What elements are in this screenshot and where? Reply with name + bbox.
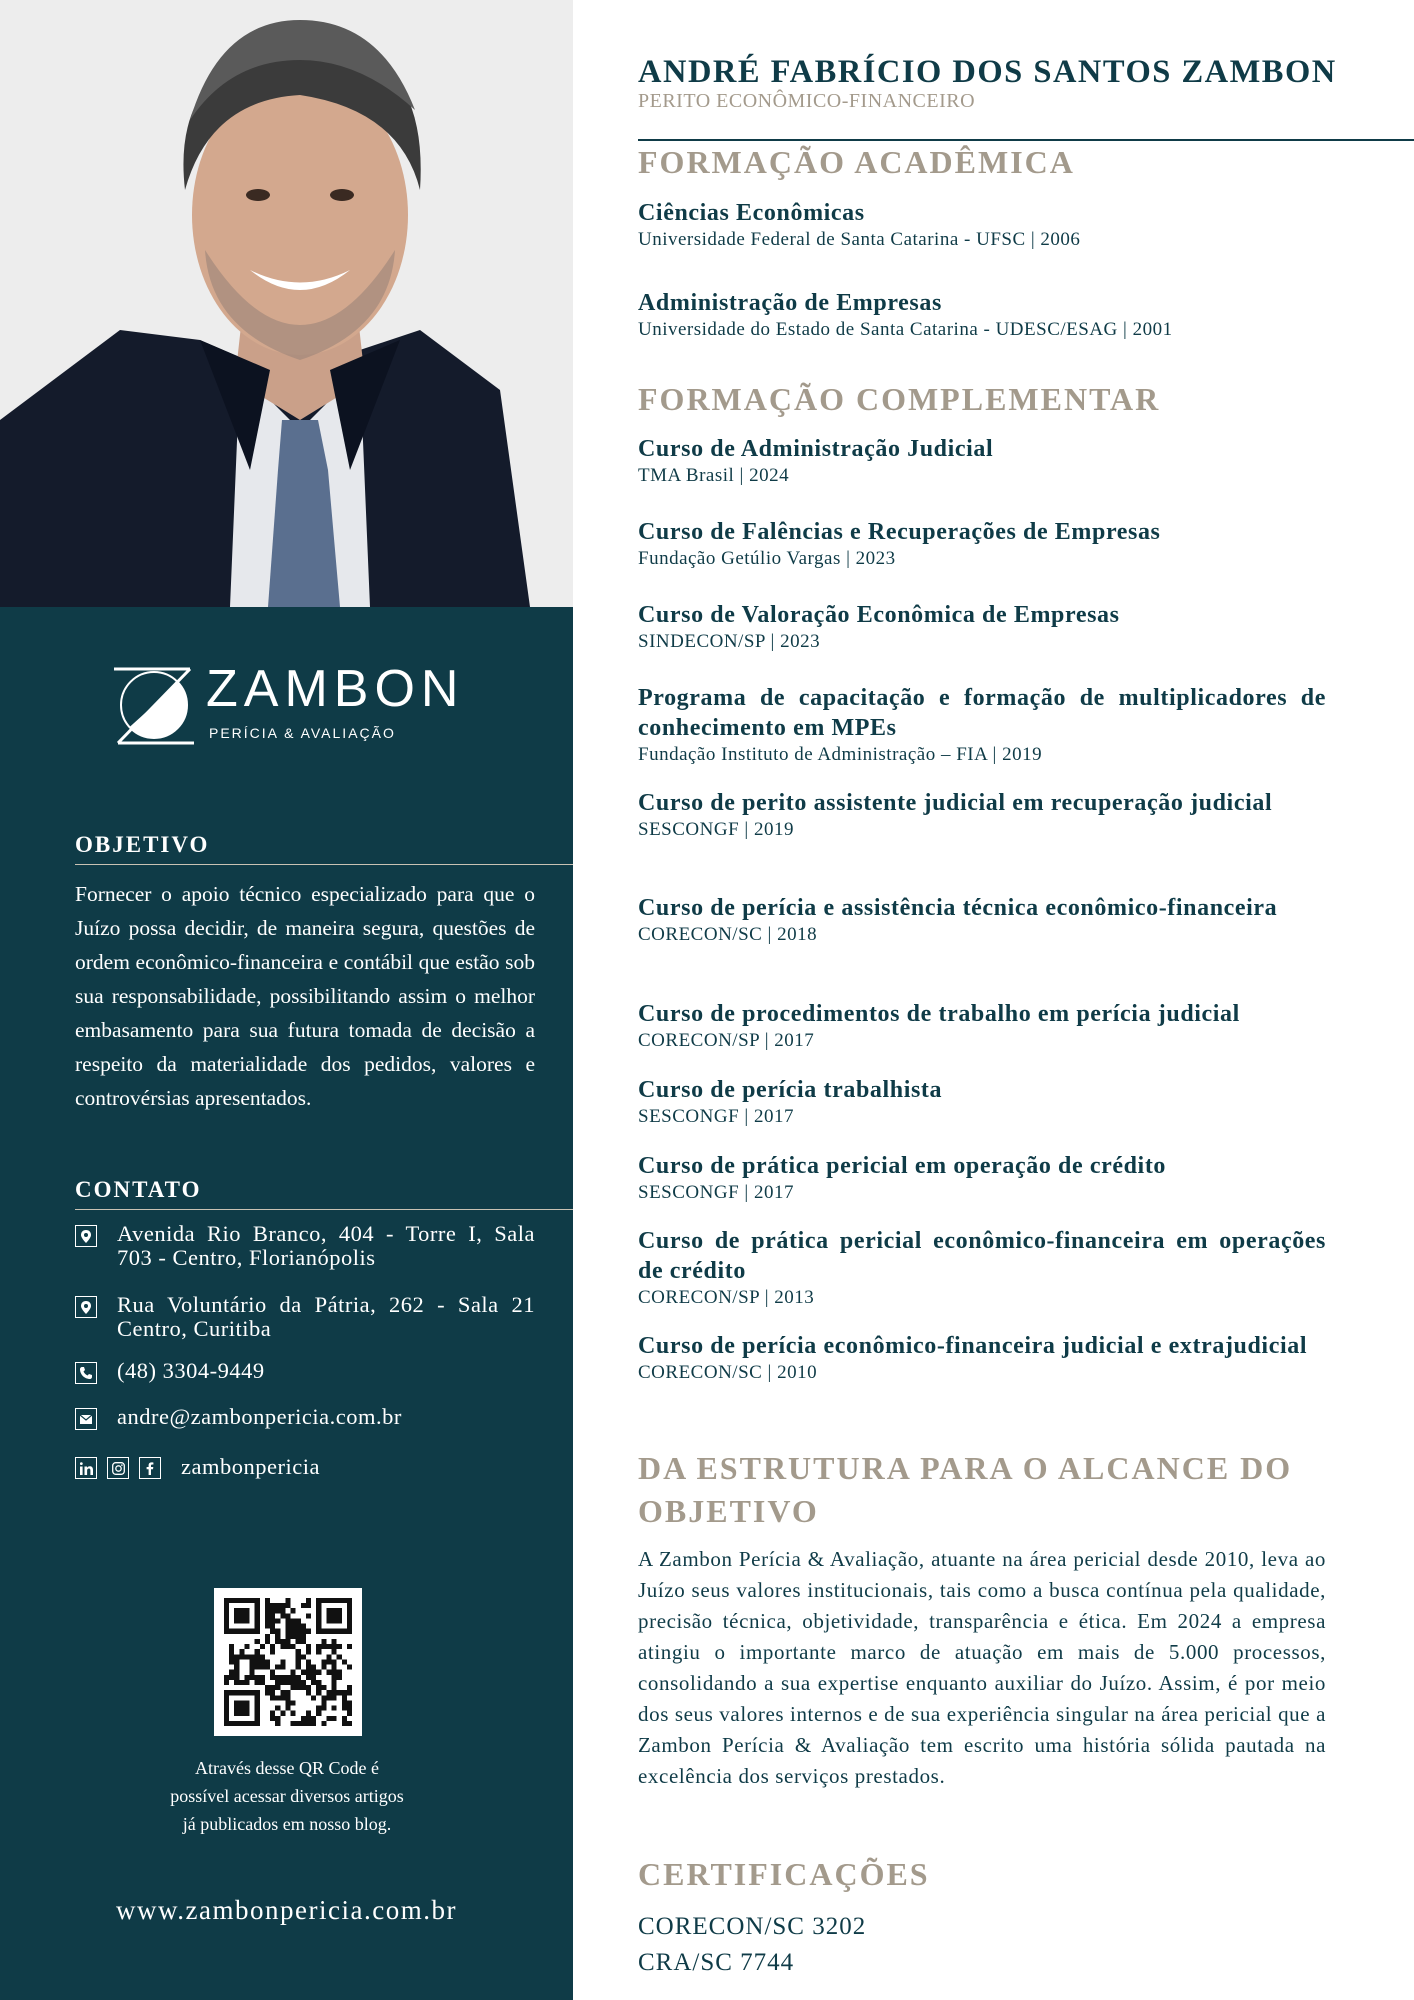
entry-title: Curso de procedimentos de trabalho em perícia judicial (638, 1001, 1240, 1027)
envelope-icon (75, 1408, 97, 1430)
map-pin-icon (75, 1296, 97, 1318)
qr-caption-line: já publicados em nosso blog. (182, 1814, 392, 1834)
entry-title: Curso de Administração Judicial (638, 436, 994, 462)
entry-subtitle: Fundação Getúlio Vargas | 2023 (638, 548, 896, 569)
course-entry (638, 683, 1326, 767)
entry-subtitle: CORECON/SP | 2013 (638, 1287, 815, 1308)
social-handle[interactable]: zambonpericia (181, 1454, 320, 1479)
course-entry (638, 517, 1326, 571)
linkedin-icon[interactable] (75, 1457, 97, 1479)
entry-subtitle: SESCONGF | 2017 (638, 1182, 794, 1203)
website-link[interactable]: www.zambonpericia.com.br (116, 1895, 457, 1925)
logo-tagline: PERÍCIA & AVALIAÇÃO (209, 725, 396, 741)
qr-code-image (224, 1598, 352, 1726)
entry-title: Curso de prática pericial econômico-financeira em operações de crédito (638, 1228, 1326, 1284)
instagram-icon[interactable] (107, 1457, 129, 1479)
entry-title: Curso de perícia trabalhista (638, 1077, 943, 1103)
entry-subtitle: TMA Brasil | 2024 (638, 465, 790, 486)
zambon-logo (112, 660, 472, 753)
complementary-title: FORMAÇÃO COMPLEMENTAR (638, 381, 1161, 417)
entry-title: Curso de prática pericial em operação de crédito (638, 1153, 1167, 1179)
address-text: Rua Voluntário da Pátria, 262 - Sala 21 Centro, Curitiba (117, 1292, 535, 1341)
course-entry (638, 893, 1326, 947)
sidebar (0, 607, 573, 2000)
course-entry (638, 788, 1326, 842)
certifications-title: CERTIFICAÇÕES (638, 1856, 930, 1892)
address-text: Avenida Rio Branco, 404 - Torre I, Sala 703 - Centro, Florianópolis (117, 1221, 535, 1270)
entry-subtitle: CORECON/SC | 2010 (638, 1362, 818, 1383)
person-role: PERITO ECONÔMICO-FINANCEIRO (638, 90, 976, 112)
phone-row[interactable] (75, 1359, 535, 1384)
zambon-logo-icon (112, 663, 196, 747)
main-content (638, 0, 1414, 2000)
academic-title: FORMAÇÃO ACADÊMICA (638, 144, 1075, 180)
entry-title: Administração de Empresas (638, 290, 942, 316)
objective-text: Fornecer o apoio técnico especializado para que o Juízo possa decidir, de maneira segura, questões de ordem econômico-financeira e contábil que estão sob sua responsabilidade, possibilitando assim o melhor embasamento para sua futura tomada de decisão a respeito da materialidade dos pedidos, valores e controvérsias apresentados. (75, 882, 535, 1110)
entry-subtitle: SESCONGF | 2017 (638, 1106, 794, 1127)
entry-subtitle: Universidade do Estado de Santa Catarina - UDESC/ESAG | 2001 (638, 319, 1173, 340)
portrait-photo (0, 0, 573, 607)
academic-entry (638, 288, 1326, 342)
entry-subtitle: SINDECON/SP | 2023 (638, 631, 821, 652)
entry-title: Curso de perícia econômico-financeira judicial e extrajudicial (638, 1333, 1308, 1359)
address-curitiba (75, 1293, 535, 1341)
qr-caption-line: possível acessar diversos artigos (170, 1786, 404, 1806)
logo-wordmark: ZAMBON (206, 660, 465, 718)
entry-title: Programa de capacitação e formação de multiplicadores de conhecimento em MPEs (638, 685, 1326, 741)
course-entry (638, 600, 1326, 654)
email-text: andre@zambonpericia.com.br (117, 1404, 402, 1429)
entry-subtitle: Universidade Federal de Santa Catarina - UFSC | 2006 (638, 229, 1081, 250)
entry-title: Ciências Econômicas (638, 200, 865, 226)
person-name: ANDRÉ FABRÍCIO DOS SANTOS ZAMBON (638, 54, 1337, 90)
contact-heading: CONTATO (75, 1177, 573, 1210)
address-florianopolis (75, 1222, 535, 1270)
course-entry (638, 1331, 1326, 1385)
entry-title: Curso de Valoração Econômica de Empresas (638, 602, 1120, 628)
social-row (75, 1455, 535, 1479)
course-entry (638, 999, 1326, 1053)
phone-icon (75, 1362, 97, 1384)
entry-subtitle: Fundação Instituto de Administração – FIA | 2019 (638, 744, 1043, 765)
academic-entry (638, 198, 1326, 252)
entry-title: Curso de Falências e Recuperações de Empresas (638, 519, 1161, 545)
course-entry (638, 434, 1326, 488)
map-pin-icon (75, 1225, 97, 1247)
course-entry (638, 1226, 1326, 1310)
phone-text: (48) 3304-9449 (117, 1358, 265, 1383)
entry-subtitle: CORECON/SP | 2017 (638, 1030, 815, 1051)
entry-subtitle: CORECON/SC | 2018 (638, 924, 818, 945)
certification-item: CORECON/SC 3202 (638, 1913, 867, 1940)
structure-text: A Zambon Perícia & Avaliação, atuante na área pericial desde 2010, leva ao Juízo seus valores institucionais, tais como a busca contínua pela qualidade, precisão técnica, objetividade, transparência e ética. Em 2024 a empresa atingiu o importante marco de atuação em mais de 5.000 processos, consolidando a sua expertise enquanto auxiliar do Juízo. Assim, é por meio dos seus valores internos e de sua experiência singular na área pericial que a Zambon Perícia & Avaliação tem escrito uma história sólida pautada na excelência dos serviços prestados. (638, 1547, 1326, 1788)
entry-title: Curso de perícia e assistência técnica econômico-financeira (638, 895, 1278, 921)
course-entry (638, 1075, 1326, 1129)
objective-heading: OBJETIVO (75, 832, 573, 865)
qr-code[interactable] (214, 1588, 362, 1736)
email-row[interactable] (75, 1405, 535, 1430)
qr-caption (120, 1754, 454, 1838)
structure-title: DA ESTRUTURA PARA O ALCANCE DO OBJETIVO (638, 1450, 1293, 1529)
qr-caption-line: Através desse QR Code é (195, 1758, 379, 1778)
certification-item: CRA/SC 7744 (638, 1949, 795, 1976)
course-entry (638, 1151, 1326, 1205)
entry-title: Curso de perito assistente judicial em recuperação judicial (638, 790, 1273, 816)
facebook-icon[interactable] (139, 1457, 161, 1479)
social-icons (75, 1455, 161, 1479)
entry-subtitle: SESCONGF | 2019 (638, 819, 794, 840)
